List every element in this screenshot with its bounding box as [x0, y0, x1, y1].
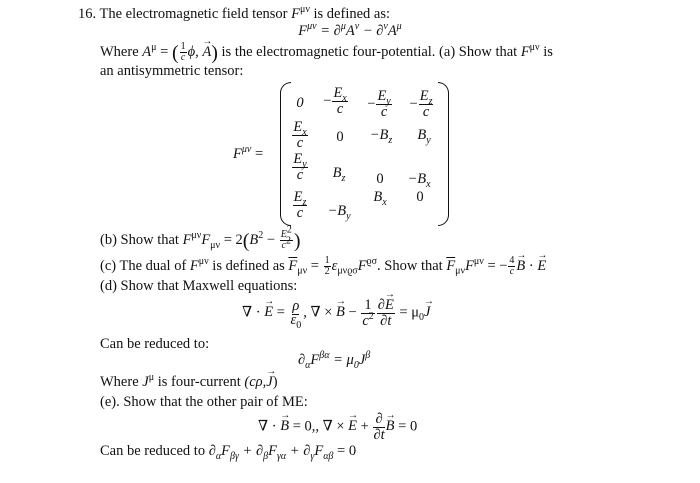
part-c-f2-sup: ϱσ [366, 256, 378, 267]
r1c4-den: c [422, 103, 430, 120]
antisymmetric-line [100, 63, 243, 80]
r1c2-sign: − [323, 92, 332, 109]
matrix-cell-r4c1 [288, 190, 312, 220]
me-div-end: = 0,, ∇ × [289, 418, 349, 435]
r1-f: F [310, 352, 320, 368]
part-c-dot: · [528, 257, 534, 274]
r3c1-sub: y [302, 158, 307, 170]
problem-statement-line [78, 6, 390, 23]
r4c2-sub: y [346, 210, 351, 222]
part-b-frac-den-sup: 2 [286, 235, 291, 247]
part-b-f1: F [182, 232, 192, 248]
r1-eq: = μ [329, 352, 354, 368]
matrix-cell-r3c1 [288, 152, 312, 182]
part-b-eq: = 2 [220, 232, 243, 248]
r2-s2: β [263, 450, 269, 462]
r1c2-sub: x [342, 92, 347, 104]
matrix-label-eq: = [251, 146, 264, 162]
part-d-line [100, 278, 297, 295]
tensor-symbol: F [291, 6, 300, 22]
r1-j: J [358, 352, 366, 368]
r2c4-val: B [417, 127, 427, 143]
matrix-cell-r1c3 [362, 89, 398, 119]
me-div: ∇ · [258, 418, 281, 435]
r2-f3: F [314, 443, 324, 459]
a-eq: = [156, 44, 172, 60]
part-b-f1-sup: μν [191, 230, 202, 242]
part-b-minus: − [263, 232, 279, 248]
r2-end: = 0 [333, 443, 357, 459]
part-c-vec-e: → E [537, 258, 546, 275]
where-j-paren-end: ) [272, 374, 278, 390]
md-dt: ∂t [380, 312, 392, 329]
md-eps0-sub: 0 [296, 319, 302, 331]
r2-s1: α [215, 450, 222, 462]
part-b-b: B [249, 232, 259, 248]
r2-plus1: + ∂ [238, 443, 264, 459]
part-b-frac-num: E [280, 229, 287, 241]
r4c1-num: E [293, 189, 303, 205]
part-c-f3-sup: μν [473, 256, 484, 267]
me-plus: + [357, 418, 373, 435]
r2-f1: F [221, 443, 230, 459]
matrix-label-sup: μν [241, 144, 252, 156]
part-c-fbar: $\overline{F}$ [288, 257, 298, 274]
part-c-line [100, 256, 546, 277]
r1c3-sub: y [386, 95, 391, 107]
def-t1-sup: μ [340, 21, 346, 33]
def-t2-sup: ν [383, 21, 388, 33]
r3c1-den: c [296, 166, 304, 183]
r1c3-num: E [377, 88, 387, 104]
r1c2-den: c [336, 100, 344, 117]
where-j-text2: is four-current [157, 374, 241, 390]
four-potential-line: Where $A^\mu$ = ( $\frac{1}{c}$ ϕ, → A) is the electromagnetic four-potential. (a) Show that $F^{\mu\nu}$ is [100, 42, 553, 65]
r2c3-val: −B [369, 127, 389, 143]
r3c1-num: E [293, 151, 303, 167]
r2c4-sub: y [426, 134, 431, 146]
matrix-cell-r4c3 [368, 189, 392, 208]
md-vec-j: → J [424, 304, 430, 321]
where-j-vec: → J [266, 374, 272, 391]
r1c2-num: E [333, 85, 343, 101]
part-c-f1: F [189, 257, 199, 274]
where-j-sup: μ [148, 372, 155, 384]
md-nabla: ∇ · [242, 304, 265, 321]
matrix-cell-r3c4 [400, 171, 438, 190]
four-current-line [100, 374, 278, 391]
matrix-cell-r2c2: 0 [336, 129, 344, 145]
vector-a: → A [202, 44, 211, 61]
r4c1-sub: z [302, 196, 307, 208]
r1-f-sup: βα [319, 350, 330, 362]
part-c-f3: F [465, 257, 474, 274]
me-vec-e: → E [348, 418, 357, 435]
md-minus: − [344, 304, 361, 321]
me-partial: ∂ [373, 412, 384, 428]
maxwell-inhomogeneous [242, 297, 431, 331]
r3c2-val: B [332, 165, 342, 181]
part-b-line: (b) Show that $F^{\mu\nu}F_{\mu\nu} = 2(B^2$ − $\frac{E^2}{c^2}$ ) [100, 224, 301, 252]
r4c2-val: −B [327, 203, 347, 219]
where-j-paren: (cρ, [244, 374, 267, 390]
part-b-frac-num-sup: 2 [286, 224, 292, 236]
part-c-f1-sup: μν [198, 256, 209, 267]
maxwell-homogeneous [258, 412, 417, 442]
r1c4-sign: − [409, 95, 418, 112]
where-text: Where [100, 44, 139, 60]
md-vec-b: → B [336, 304, 345, 321]
md-eq2: = μ [395, 304, 419, 321]
md-vec-e2: → E [385, 298, 394, 313]
tensor-indices: μν [300, 4, 310, 16]
part-e-line: (e). Show that the other pair of ME: [100, 394, 308, 410]
def-minus: − ∂ [359, 23, 384, 39]
antisymmetric-text: an antisymmetric tensor: [100, 63, 244, 79]
problem-number: 16. [78, 6, 97, 22]
part-d-text: (d) Show that Maxwell equations: [100, 278, 298, 294]
r1c4-sub: z [428, 95, 433, 107]
md-c: c [362, 312, 369, 329]
me-vec-b: → B [280, 418, 289, 435]
tensor-definition [0, 23, 700, 40]
def-t2-a: A [387, 23, 397, 39]
phi: ϕ, [187, 44, 199, 60]
part-c-eps-sub: μνϱσ [337, 265, 358, 277]
matrix-cell-r3c2 [326, 165, 352, 184]
part-c-four-num: 4 [509, 255, 515, 266]
where-j-text: Where [100, 374, 139, 390]
md-mu-sub: 0 [419, 312, 424, 324]
r3c2-sub: z [341, 172, 346, 184]
matrix-cell-r4c2 [322, 203, 356, 222]
matrix-cell-r3c3: 0 [376, 171, 384, 187]
a-sup: μ [151, 42, 157, 54]
md-curl: , ∇ × [303, 304, 337, 321]
part-c-eps: ε [331, 257, 338, 274]
part-c-eq2: = − [483, 257, 508, 274]
me-end: = 0 [394, 418, 418, 435]
r3c4-sub: x [426, 178, 431, 190]
part-c-eq: = [307, 257, 323, 274]
r3c4-val: −B [407, 171, 427, 187]
r1-alpha: α [305, 359, 311, 371]
r2-f1-sub: βγ [230, 450, 239, 462]
problem-intro-end: is defined as: [313, 6, 391, 22]
f-sup-inline: μν [529, 42, 540, 54]
me-vec-b2: → B [386, 418, 395, 435]
matrix-cell-r4c4: 0 [416, 189, 424, 205]
part-c-vec-b: → B [516, 258, 525, 275]
frac-num: 1 [180, 41, 186, 53]
part-c-text3: . Show that [377, 257, 443, 274]
r2c1-sub: x [302, 126, 307, 138]
r2-f3-sub: αβ [323, 450, 334, 462]
part-c-text2: is defined as [212, 257, 285, 274]
matrix-label [233, 146, 263, 163]
r2-partial1: ∂ [208, 443, 216, 459]
matrix-cell-r2c1 [288, 120, 312, 150]
matrix-label-f: F [233, 146, 242, 162]
where-text-tail: is [543, 44, 553, 60]
md-one: 1 [361, 298, 374, 314]
reduced-line-2 [100, 443, 356, 460]
part-b-f2: F [201, 232, 211, 248]
one-over-c [180, 42, 187, 63]
part-c-fbar-sub: μν [297, 265, 308, 277]
md-eq: = [273, 304, 289, 321]
md-rho: ρ [292, 297, 300, 314]
r2-f2: F [268, 443, 277, 459]
matrix-cell-r1c2 [318, 86, 354, 116]
def-lhs: F [298, 23, 308, 39]
part-c-four-den: c [509, 266, 515, 277]
matrix-cell-r2c4 [412, 127, 436, 146]
md-eps0: ε [290, 312, 297, 328]
part-c-text: (c) The dual of [100, 257, 187, 274]
md-c-sup: 2 [368, 310, 374, 322]
r2-plus2: + ∂ [286, 443, 311, 459]
frac-den: c [180, 52, 186, 64]
r4c3-sub: x [382, 196, 387, 208]
r1c3-sign: − [367, 95, 376, 112]
def-eq: = ∂ [316, 23, 341, 39]
r1-mu-sub: 0 [353, 359, 359, 371]
part-c-half-den: 2 [324, 266, 330, 277]
matrix-cell-r1c1: 0 [296, 95, 304, 111]
r2-s3: γ [310, 450, 315, 462]
a-symbol: A [142, 44, 152, 60]
r2c1-num: E [293, 119, 303, 135]
r1-j-sup: β [365, 350, 371, 362]
part-c-half-num: 1 [324, 255, 330, 266]
f-symbol-inline: F [520, 44, 530, 60]
r2-f2-sub: γα [276, 450, 287, 462]
def-t1-a: A [345, 23, 355, 39]
part-c-fbar2: $\overline{F}$ [446, 257, 456, 274]
r2c1-den: c [296, 134, 304, 151]
r1c3-den: c [380, 103, 388, 120]
problem-intro: The electromagnetic field tensor [99, 6, 288, 22]
md-vec-e: → E [264, 304, 273, 321]
where-text-end: is the electromagnetic four-potential. (a) Show that [221, 44, 518, 60]
part-b-b-sup: 2 [258, 230, 264, 242]
part-c-f2: F [357, 257, 367, 274]
def-lhs-sup: μν [307, 21, 317, 33]
md-partial: ∂ [377, 297, 385, 313]
part-b-frac-den: c [281, 240, 286, 252]
r2c3-sub: z [388, 134, 393, 146]
def-t1-a-sup: ν [354, 21, 360, 33]
matrix-cell-r2c3 [364, 127, 398, 146]
part-b-text: (b) Show that [100, 232, 179, 248]
r4c3-val: B [373, 189, 383, 205]
matrix-cell-r1c4 [404, 89, 440, 119]
def-t2-a-sup: μ [396, 21, 402, 33]
r1-partial: ∂ [298, 352, 306, 368]
reduced-equation-1 [298, 352, 370, 369]
where-j-symbol: J [142, 374, 149, 390]
part-c-fbar2-sub: μν [455, 265, 466, 277]
reduced-text-2: Can be reduced to [100, 443, 206, 459]
me-dt: ∂t [373, 426, 385, 443]
r1c4-num: E [419, 88, 429, 104]
r4c1-den: c [296, 204, 304, 221]
reduced-text-1: Can be reduced to: [100, 336, 210, 352]
part-b-f2-sub: μν [210, 239, 221, 251]
